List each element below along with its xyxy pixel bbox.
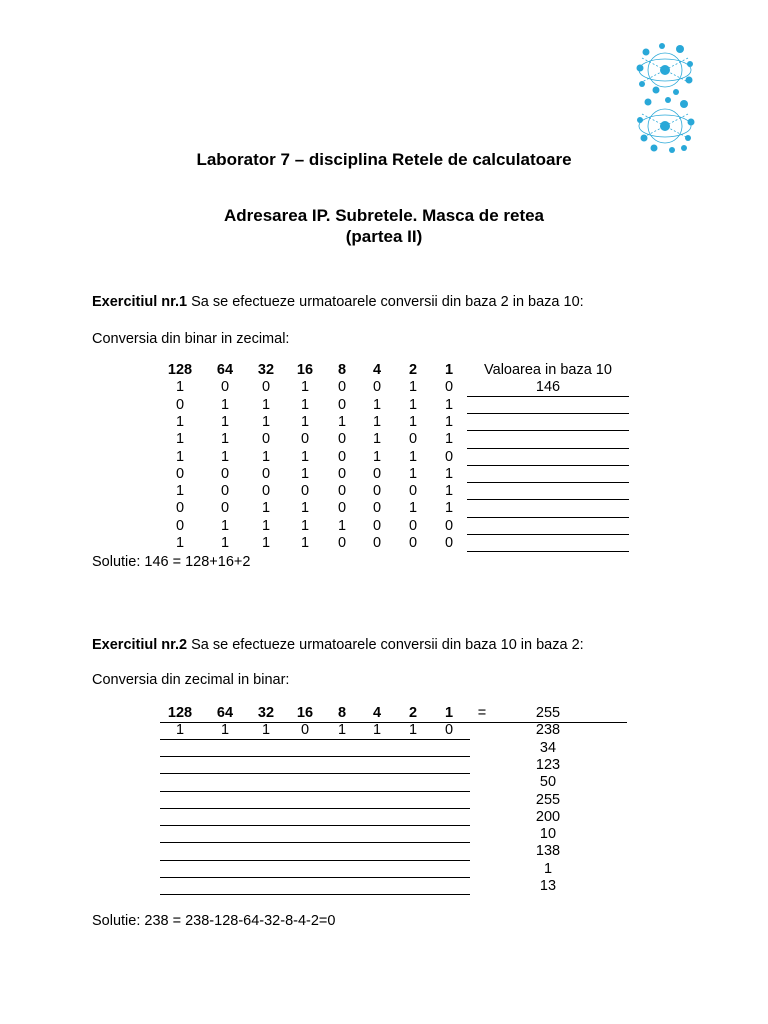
bit-header: 2 (408, 705, 418, 721)
answer-line (467, 396, 629, 397)
answer-line (467, 413, 629, 414)
answer-line (160, 825, 470, 826)
bit-cell: 1 (372, 413, 382, 430)
bit-cell: 1 (372, 448, 382, 465)
bit-cell: 0 (372, 465, 382, 482)
decimal-value: 255 (535, 705, 561, 721)
bit-cell: 0 (175, 517, 185, 534)
bit-cell: 1 (261, 413, 271, 430)
bit-cell: 1 (337, 722, 347, 739)
bit-cell: 0 (220, 379, 230, 396)
bit-cell: 0 (337, 465, 347, 482)
bit-cell: 0 (337, 535, 347, 551)
bit-cell: 1 (175, 483, 185, 500)
bit-cell: 0 (372, 379, 382, 396)
bit-cell: 1 (175, 448, 185, 465)
bit-cell: 0 (175, 396, 185, 413)
bit-cell: 0 (220, 465, 230, 482)
bit-cell: 1 (175, 722, 185, 739)
decimal-value: 255 (535, 791, 561, 808)
bit-cell: 1 (337, 413, 347, 430)
bit-cell: 1 (175, 431, 185, 448)
bit-header: 128 (167, 362, 193, 378)
answer-line (467, 448, 629, 449)
exercise1-solution: Solutie: 146 = 128+16+2 (92, 554, 251, 570)
decimal-value: 146 (535, 379, 561, 396)
bit-cell: 0 (261, 379, 271, 396)
exercise1-label: Exercitiul nr.1 (92, 294, 188, 310)
bit-cell: 0 (261, 483, 271, 500)
bit-cell: 1 (300, 500, 310, 517)
bit-header: 1 (444, 362, 454, 378)
bit-cell: 1 (300, 396, 310, 413)
bit-cell: 1 (444, 413, 454, 430)
bit-cell: 1 (337, 517, 347, 534)
bit-cell: 0 (261, 465, 271, 482)
decimal-value: 200 (535, 808, 561, 825)
bit-cell: 1 (220, 722, 230, 739)
bit-cell: 1 (408, 722, 418, 739)
page-subtitle: Adresarea IP. Subretele. Masca de retea (223, 206, 545, 225)
bit-header: 32 (257, 705, 275, 721)
bit-cell: 1 (261, 535, 271, 551)
bit-cell: 1 (444, 431, 454, 448)
bit-cell: 0 (444, 535, 454, 551)
exercise2-label: Exercitiul nr.2 (92, 637, 188, 653)
bit-cell: 1 (220, 535, 230, 551)
bit-header: 8 (337, 705, 347, 721)
bit-cell: 0 (337, 379, 347, 396)
decimal-value: 10 (539, 826, 557, 843)
equals-sign: = (477, 705, 487, 721)
answer-line (160, 877, 470, 878)
bit-cell: 0 (175, 500, 185, 517)
bit-cell: 0 (300, 483, 310, 500)
bit-cell: 1 (300, 535, 310, 551)
bit-cell: 1 (220, 517, 230, 534)
bit-cell: 1 (220, 448, 230, 465)
bit-cell: 0 (444, 379, 454, 396)
answer-line (467, 499, 629, 500)
decimal-value: 13 (539, 878, 557, 894)
bit-cell: 1 (444, 465, 454, 482)
bit-cell: 1 (220, 396, 230, 413)
bit-cell: 0 (372, 535, 382, 551)
exercise2-section-title: Conversia din zecimal in binar: (92, 672, 290, 688)
decimal-value: 238 (535, 722, 561, 739)
bit-cell: 0 (372, 483, 382, 500)
bit-cell: 0 (220, 500, 230, 517)
bit-cell: 1 (444, 500, 454, 517)
bit-header: 128 (167, 705, 193, 721)
bit-cell: 0 (300, 431, 310, 448)
bit-header: 1 (444, 705, 454, 721)
answer-line (467, 517, 629, 518)
bit-header: 64 (216, 705, 234, 721)
bit-cell: 0 (300, 722, 310, 739)
bit-cell: 1 (408, 413, 418, 430)
bit-cell: 1 (261, 500, 271, 517)
bit-cell: 1 (408, 379, 418, 396)
answer-line (160, 739, 470, 740)
answer-line (467, 430, 629, 431)
exercise1-section-title: Conversia din binar in zecimal: (92, 331, 290, 347)
bit-cell: 1 (300, 413, 310, 430)
bit-cell: 1 (220, 431, 230, 448)
bit-header: 16 (296, 705, 314, 721)
bit-cell: 0 (444, 448, 454, 465)
page-subtitle-part: (partea II) (345, 227, 423, 246)
bit-cell: 1 (261, 396, 271, 413)
answer-line (160, 791, 470, 792)
bit-cell: 1 (300, 517, 310, 534)
answer-line (467, 482, 629, 483)
bit-cell: 1 (261, 517, 271, 534)
decimal-value: 138 (535, 843, 561, 860)
bit-cell: 1 (300, 379, 310, 396)
bit-header: 4 (372, 362, 382, 378)
decimal-value: 34 (539, 739, 557, 756)
bit-header: 32 (257, 362, 275, 378)
bit-cell: 1 (261, 448, 271, 465)
answer-line (160, 842, 470, 843)
bit-cell: 1 (408, 465, 418, 482)
bit-cell: 1 (220, 413, 230, 430)
bit-cell: 1 (300, 465, 310, 482)
bit-cell: 0 (337, 500, 347, 517)
exercise1-text: Sa se efectueze urmatoarele conversii din baza 2 in baza 10: (187, 294, 584, 310)
bit-cell: 1 (175, 379, 185, 396)
exercise2-statement (92, 637, 584, 653)
bit-cell: 1 (408, 448, 418, 465)
bit-header: 16 (296, 362, 314, 378)
bit-cell: 0 (408, 517, 418, 534)
bit-cell: 0 (408, 483, 418, 500)
bit-cell: 1 (372, 722, 382, 739)
bit-cell: 1 (408, 396, 418, 413)
decimal-value: 50 (539, 774, 557, 791)
exercise2-solution: Solutie: 238 = 238-128-64-32-8-4-2=0 (92, 913, 336, 929)
answer-line (467, 551, 629, 552)
exercise1-statement (92, 294, 584, 310)
bit-cell: 0 (175, 465, 185, 482)
bit-cell: 1 (372, 396, 382, 413)
answer-line (160, 808, 470, 809)
bit-cell: 1 (175, 535, 185, 551)
answer-line (160, 773, 470, 774)
decimal-value: 123 (535, 756, 561, 773)
answer-line (467, 534, 629, 535)
answer-line (160, 894, 470, 895)
bit-cell: 0 (372, 517, 382, 534)
bit-cell: 0 (408, 431, 418, 448)
bit-cell: 0 (337, 431, 347, 448)
bit-cell: 1 (408, 500, 418, 517)
answer-line (160, 860, 470, 861)
bit-cell: 1 (444, 483, 454, 500)
answer-line (160, 756, 470, 757)
bit-cell: 0 (337, 483, 347, 500)
bit-cell: 1 (175, 413, 185, 430)
bit-cell: 0 (408, 535, 418, 551)
bit-cell: 1 (372, 431, 382, 448)
bit-cell: 0 (337, 396, 347, 413)
decimal-value: 1 (543, 860, 553, 877)
bit-header: 4 (372, 705, 382, 721)
exercise2-text: Sa se efectueze urmatoarele conversii din baza 10 in baza 2: (187, 637, 584, 653)
bit-cell: 0 (261, 431, 271, 448)
bit-cell: 0 (337, 448, 347, 465)
bit-cell: 1 (300, 448, 310, 465)
bit-header: 64 (216, 362, 234, 378)
network-globe-logo-icon (634, 40, 696, 156)
bit-cell: 0 (372, 500, 382, 517)
answer-line (467, 465, 629, 466)
result-header: Valoarea in baza 10 (484, 362, 612, 378)
bit-cell: 0 (220, 483, 230, 500)
bit-cell: 0 (444, 517, 454, 534)
page-title: Laborator 7 – disciplina Retele de calculatoare (196, 150, 572, 169)
bit-header: 2 (408, 362, 418, 378)
bit-header: 8 (337, 362, 347, 378)
bit-cell: 1 (261, 722, 271, 739)
bit-cell: 0 (444, 722, 454, 739)
bit-cell: 1 (444, 396, 454, 413)
